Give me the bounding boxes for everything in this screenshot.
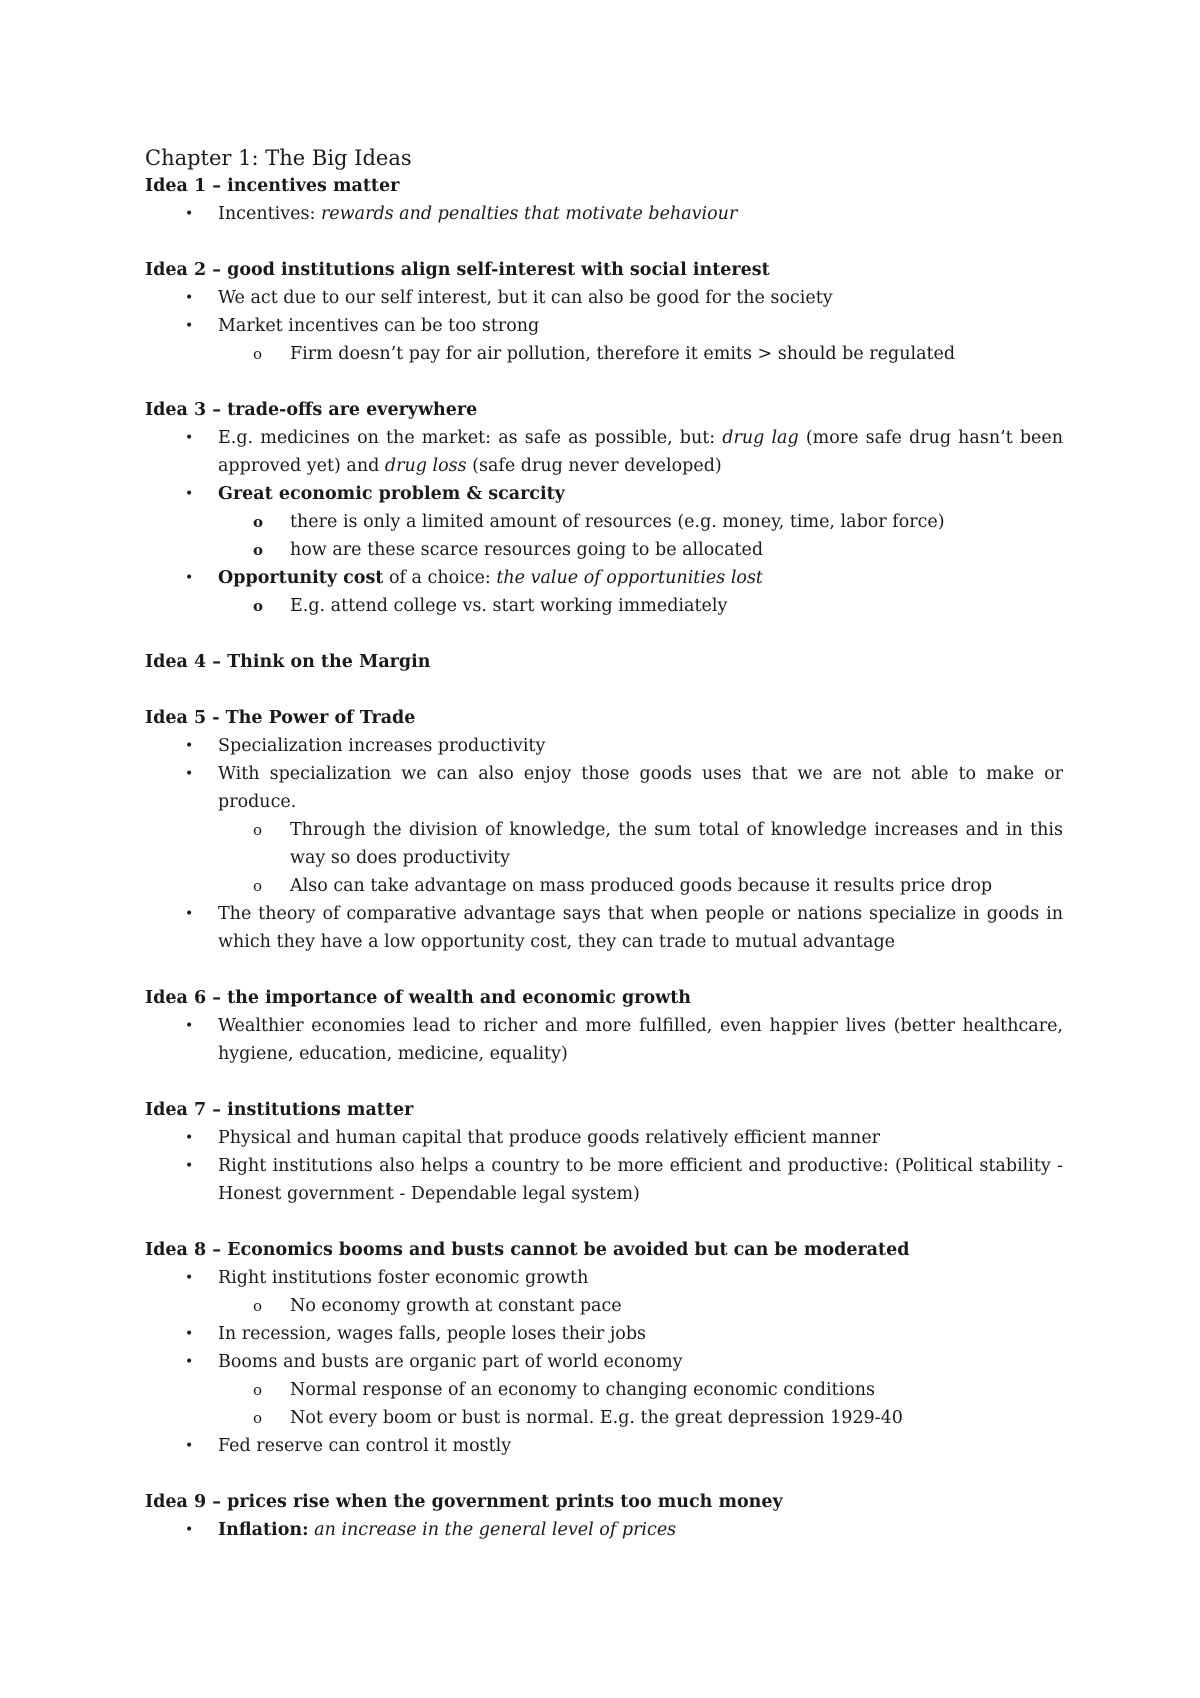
idea-section [145,704,1063,956]
list-item [145,1124,1063,1152]
idea-section [145,396,1063,620]
sub-bullet-icon: o [253,345,263,363]
text-run: Also can take advantage on mass produced goods because it results price drop [290,876,993,896]
text-run: With specialization we can also enjoy those goods uses that we are not able to make or produce. [218,764,1063,812]
bold-text: Opportunity cost [218,568,384,588]
bullet-list [145,1124,1063,1208]
list-item [145,1264,1063,1292]
bullet-icon: • [185,1438,194,1454]
idea-heading: Idea 2 – good institutions align self-interest with social interest [145,260,770,280]
idea-heading: Idea 8 – Economics booms and busts cannot be avoided but can be moderated [145,1240,910,1260]
idea-section [145,1096,1063,1208]
italic-text: the value of opportunities lost [496,568,763,588]
bullet-icon: • [185,1158,194,1174]
text-run: Wealthier economies lead to richer and more fulfilled, even happier lives (better healthcare, hygiene, education, medicine, equality) [218,1016,1063,1064]
text-run: Through the division of knowledge, the sum total of knowledge increases and in this way so does productivity [290,820,1063,868]
sub-list-item [145,340,1063,368]
idea-section [145,256,1063,368]
bullet-list [145,284,1063,368]
list-item [145,1152,1063,1208]
bold-text: Great economic problem & scarcity [218,484,565,504]
list-item [145,1320,1063,1348]
sub-bullet-icon: o [253,1409,263,1427]
sub-list-item [145,592,1063,620]
bullet-icon: • [185,738,194,754]
bullet-icon: • [185,1270,194,1286]
bold-text: Inflation: [218,1520,309,1540]
text-run: Normal response of an economy to changing economic conditions [290,1380,876,1400]
sub-list-item [145,508,1063,536]
idea-section [145,172,1063,228]
list-item [145,1516,1063,1544]
list-item [145,1432,1063,1460]
text-run: Incentives: [218,204,321,224]
italic-text: rewards and penalties that motivate behaviour [320,204,738,224]
idea-heading: Idea 1 – incentives matter [145,176,400,196]
idea-heading: Idea 7 – institutions matter [145,1100,414,1120]
list-item [145,480,1063,508]
bullet-icon: • [185,1130,194,1146]
text-run: No economy growth at constant pace [290,1296,622,1316]
list-item [145,1012,1063,1068]
sub-list-item [145,1404,1063,1432]
idea-section [145,648,1063,676]
bullet-icon: • [185,318,194,334]
sub-list-item [145,1376,1063,1404]
sub-list-item [145,1292,1063,1320]
bullet-icon: • [185,1018,194,1034]
sub-bullet-icon: o [253,513,264,531]
list-item [145,424,1063,480]
text-run: there is only a limited amount of resources (e.g. money, time, labor force) [290,512,945,532]
idea-heading: Idea 4 – Think on the Margin [145,652,431,672]
sub-bullet-icon: o [253,877,263,895]
idea-heading: Idea 9 – prices rise when the government prints too much money [145,1492,783,1512]
bullet-list [145,1012,1063,1068]
text-run: Specialization increases productivity [218,736,546,756]
bullet-list [145,200,1063,228]
italic-text: an increase in the general level of prices [314,1520,677,1540]
italic-text: drug lag [722,428,799,448]
bullet-icon: • [185,430,194,446]
bullet-list [145,732,1063,956]
bullet-icon: • [185,1522,194,1538]
list-item [145,564,1063,592]
bullet-icon: • [185,570,194,586]
sub-bullet-icon: o [253,541,264,559]
sub-list-item [145,816,1063,872]
list-item [145,200,1063,228]
bullet-icon: • [185,486,194,502]
bullet-icon: • [185,206,194,222]
list-item [145,284,1063,312]
text-run: Right institutions also helps a country to be more efficient and productive: (Political stability - Honest government - Dependable legal system) [218,1156,1063,1204]
text-run: how are these scarce resources going to be allocated [290,540,764,560]
text-run: In recession, wages falls, people loses their jobs [218,1324,646,1344]
list-item [145,312,1063,340]
bullet-icon: • [185,290,194,306]
sub-bullet-icon: o [253,597,264,615]
text-run: (safe drug never developed) [466,456,722,476]
text-run: We act due to our self interest, but it can also be good for the society [218,288,833,308]
text-run: Booms and busts are organic part of world economy [218,1352,683,1372]
list-item [145,760,1063,816]
text-run: Right institutions foster economic growth [218,1268,589,1288]
text-run: Physical and human capital that produce goods relatively efficient manner [218,1128,881,1148]
idea-section [145,1488,1063,1544]
sub-list-item [145,536,1063,564]
text-run: E.g. medicines on the market: as safe as possible, but: [218,428,723,448]
bullet-icon: • [185,906,194,922]
text-run: Not every boom or bust is normal. E.g. the great depression 1929-40 [290,1408,903,1428]
sub-bullet-icon: o [253,1381,263,1399]
bullet-list [145,1264,1063,1460]
bullet-list [145,424,1063,620]
idea-section [145,1236,1063,1460]
idea-heading: Idea 6 – the importance of wealth and economic growth [145,988,691,1008]
document-title: Chapter 1: The Big Ideas [145,146,412,170]
list-item [145,732,1063,760]
sub-bullet-icon: o [253,1297,263,1315]
text-run: Market incentives can be too strong [218,316,540,336]
bullet-icon: • [185,1354,194,1370]
document-page [145,144,1063,1572]
list-item [145,1348,1063,1376]
text-run: Fed reserve can control it mostly [218,1436,512,1456]
bullet-list [145,1516,1063,1544]
text-run: Firm doesn’t pay for air pollution, therefore it emits > should be regulated [290,344,956,364]
ideas-list [145,172,1063,1544]
bullet-icon: • [185,766,194,782]
sub-bullet-icon: o [253,821,263,839]
text-run: The theory of comparative advantage says that when people or nations specialize in goods in which they have a low opportunity cost, they can trade to mutual advantage [218,904,1063,952]
idea-heading: Idea 5 - The Power of Trade [145,708,416,728]
text-run: (more safe drug hasn’t been approved yet) and [218,428,1063,476]
sub-list-item [145,872,1063,900]
bullet-icon: • [185,1326,194,1342]
list-item [145,900,1063,956]
text-run: of a choice: [383,568,497,588]
italic-text: drug loss [384,456,467,476]
idea-heading: Idea 3 – trade-offs are everywhere [145,400,478,420]
idea-section [145,984,1063,1068]
text-run: E.g. attend college vs. start working immediately [290,596,728,616]
